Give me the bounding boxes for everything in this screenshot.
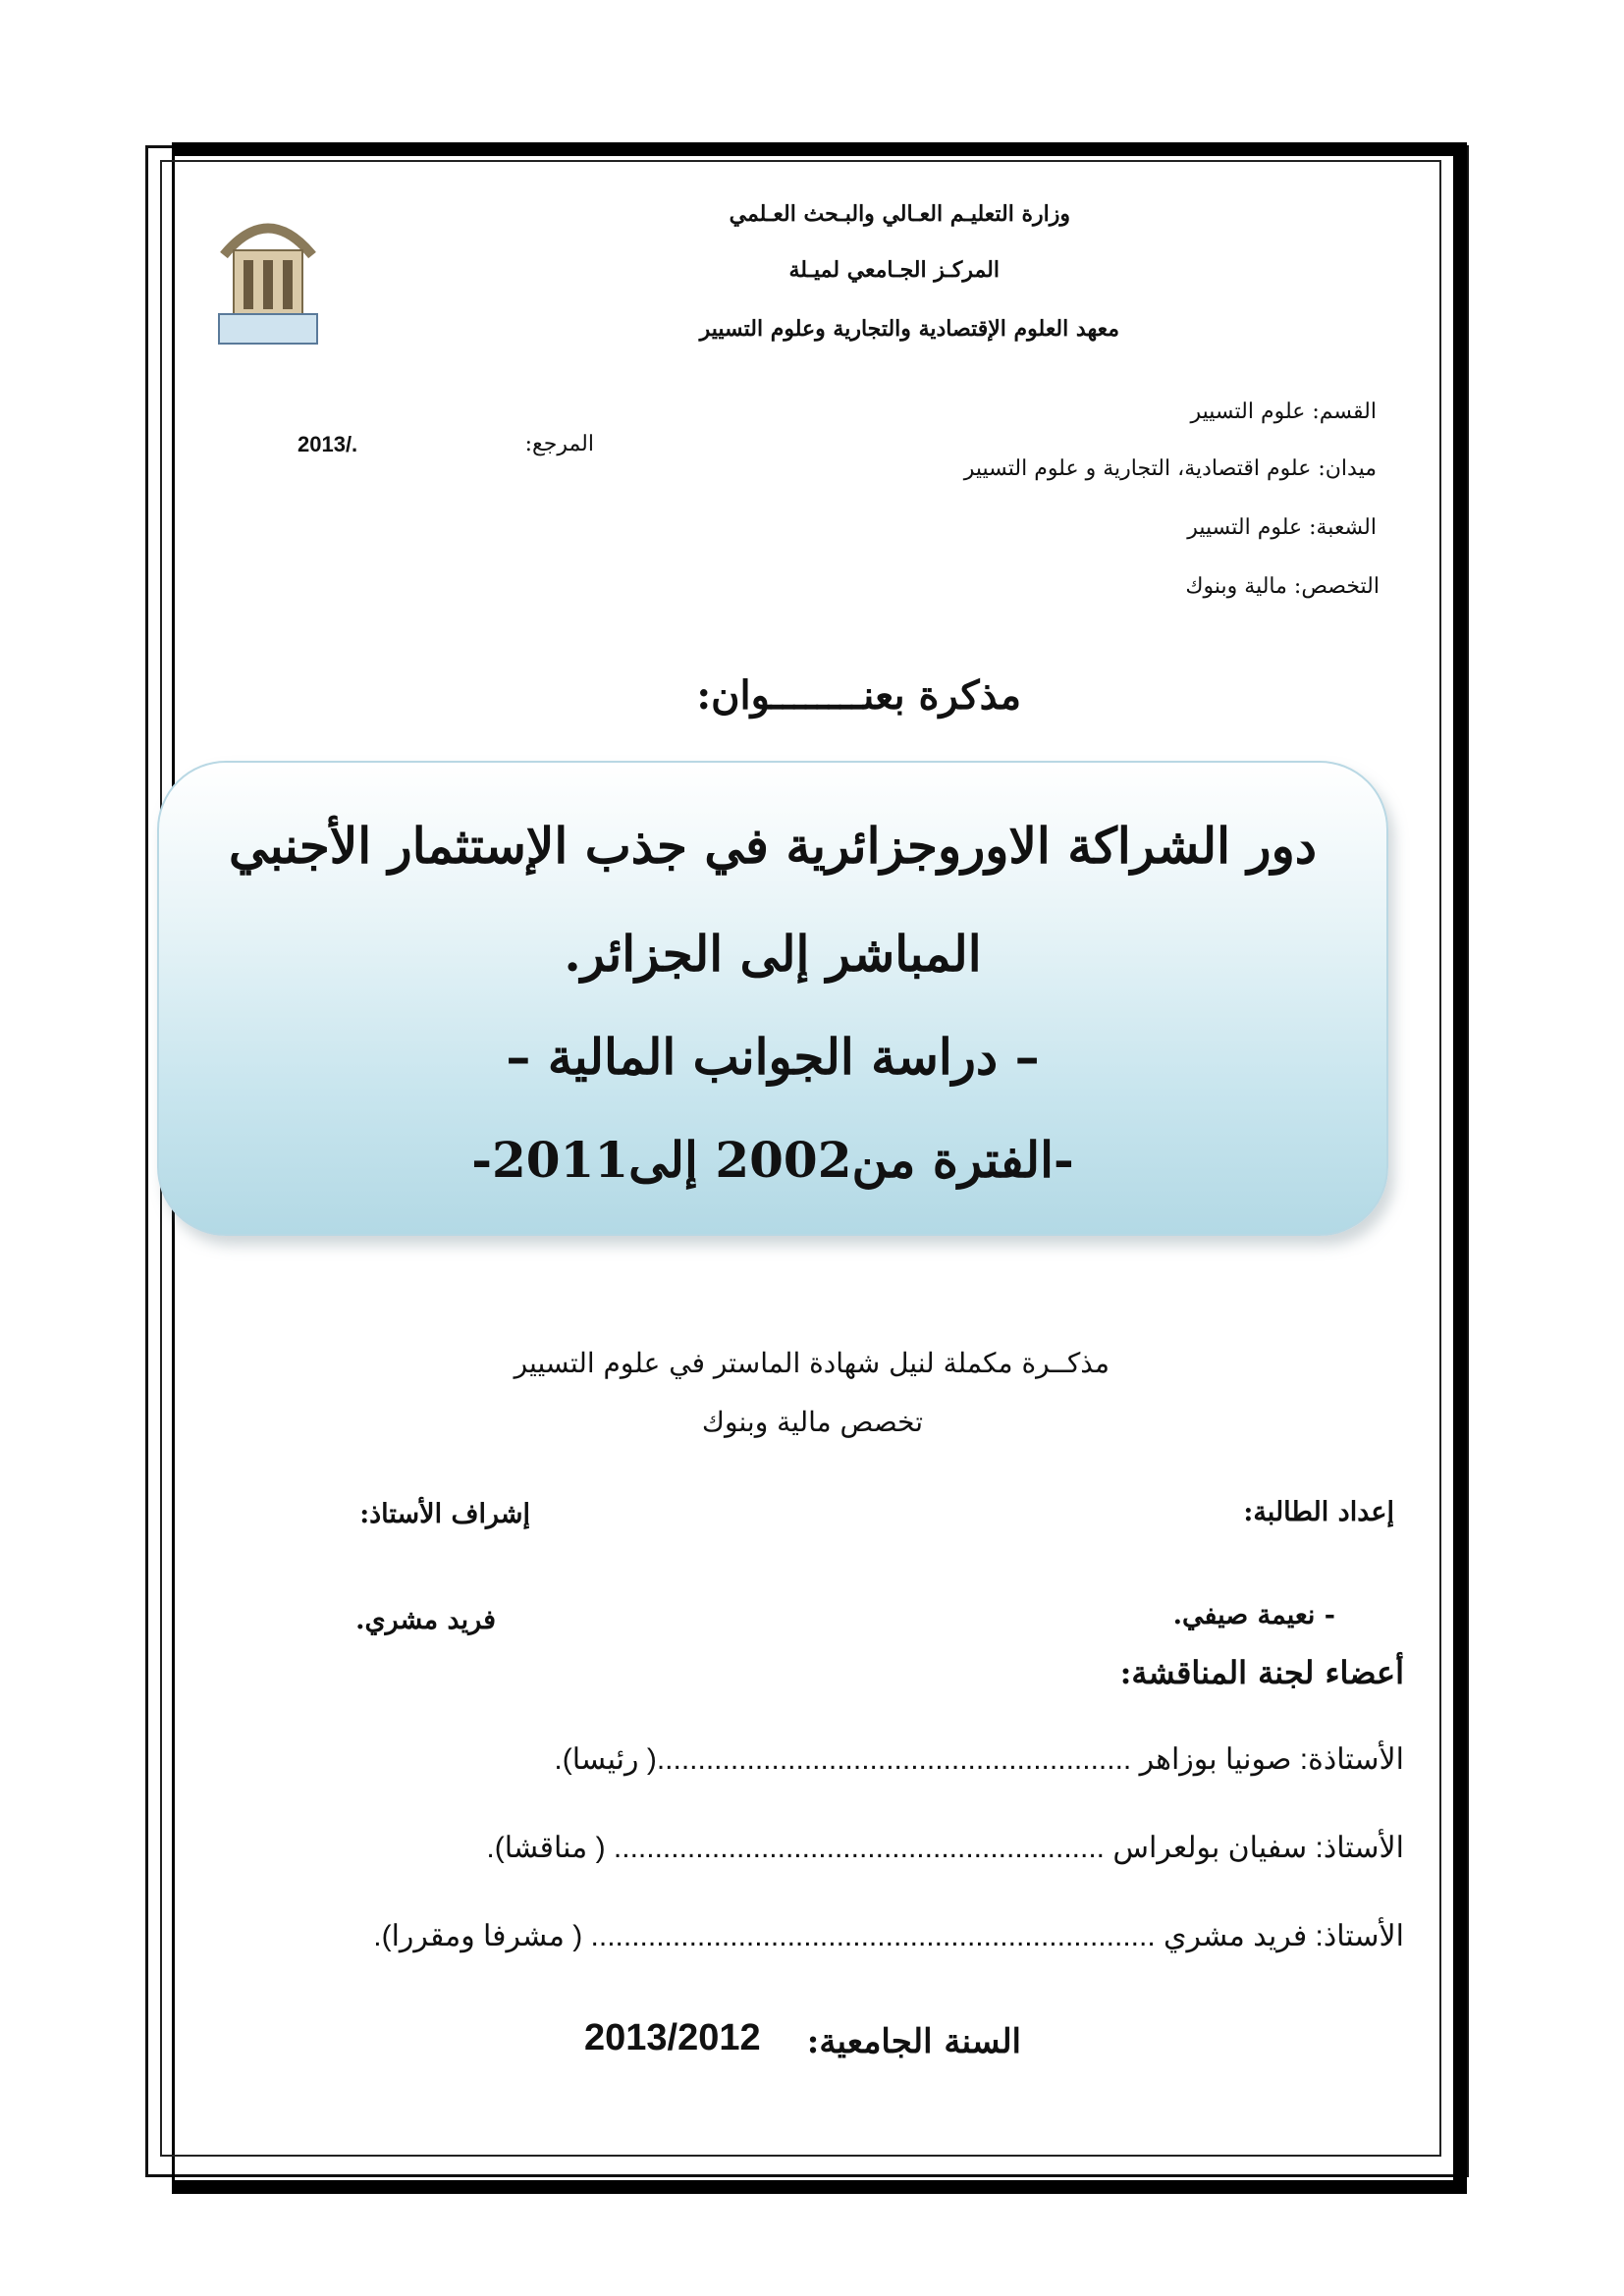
title-line-1: دور الشراكة الاوروجزائرية في جذب الإستثمار الأجنبي — [228, 817, 1317, 875]
memo-title-label: مذكرة بعنــــــــوان: — [696, 672, 1021, 719]
department-label: القسم: علوم التسيير — [1190, 400, 1377, 424]
institute-name: معهد العلوم الإقتصادية والتجارية وعلوم التسيير — [699, 316, 1119, 342]
university-logo — [204, 196, 332, 353]
student-label: إعداد الطالبة: — [1243, 1497, 1394, 1527]
field-label: ميدان: علوم اقتصادية، التجارية و علوم التسيير — [963, 456, 1377, 481]
thesis-title-box — [157, 761, 1388, 1236]
academic-year-label: السنة الجامعية: — [806, 2022, 1021, 2061]
reference-label: المرجع: — [524, 432, 594, 456]
committee-title: أعضاء لجنة المناقشة: — [1119, 1654, 1404, 1691]
center-name: المركـز الجـامعي لميـلة — [788, 257, 1000, 283]
student-name: - نعيمة صيفي. — [1172, 1600, 1335, 1630]
committee-member: الأستاذ: سفيان بولعراس ............................................................ ( مناقشا). — [486, 1832, 1404, 1864]
supervisor-label: إشراف الأستاذ: — [359, 1499, 530, 1529]
ministry-name: وزارة التعليـم العـالي والبـحث العـلمي — [729, 201, 1070, 227]
supervisor-name: فريد مشري. — [355, 1605, 496, 1635]
title-line-3: – دراسة الجوانب المالية – — [506, 1028, 1040, 1086]
title-line-4: -الفترة من2002 إلى2011- — [471, 1131, 1074, 1189]
academic-year-value: 2013/2012 — [584, 2017, 761, 2058]
title-line-2: المباشر إلى الجزائر. — [564, 925, 982, 983]
reference-value: 2013/. — [298, 432, 358, 456]
committee-member: الأستاذة: صونيا بوزاهر ..........................................................( رئيسا). — [554, 1743, 1404, 1776]
committee-member: الأستاذ: فريد مشري ..................................................................... ( مشرفا ومقررا). — [373, 1920, 1404, 1952]
specialty-label: التخصص: مالية وبنوك — [1185, 574, 1380, 599]
branch-label: الشعبة: علوم التسيير — [1187, 515, 1377, 540]
degree-description: مذكــرة مكملة لنيل شهادة الماستر في علوم التسيير — [514, 1347, 1110, 1379]
degree-specialty: تخصص مالية وبنوك — [701, 1406, 923, 1438]
